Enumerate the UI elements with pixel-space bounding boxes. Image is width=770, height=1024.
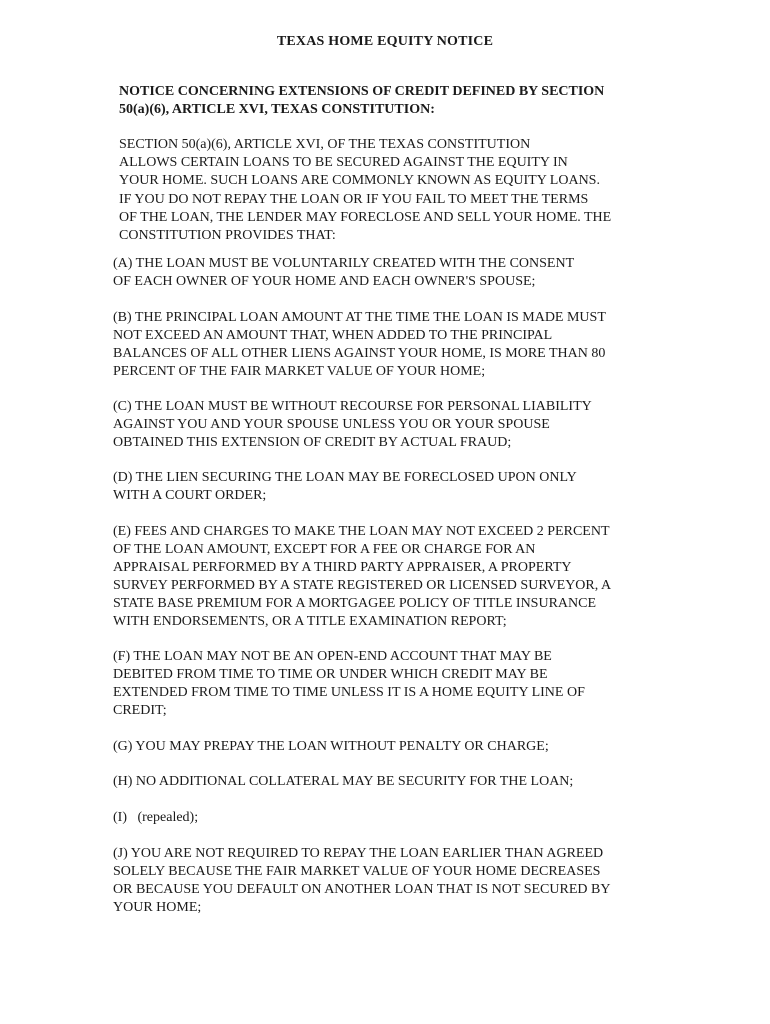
provision-line: (H) NO ADDITIONAL COLLATERAL MAY BE SECURITY FOR THE LOAN; (113, 774, 574, 789)
intro-line: YOUR HOME. SUCH LOANS ARE COMMONLY KNOWN AS EQUITY LOANS. (119, 173, 600, 189)
provision-line: EXTENDED FROM TIME TO TIME UNLESS IT IS A HOME EQUITY LINE OF (113, 685, 585, 700)
provision-line: SURVEY PERFORMED BY A STATE REGISTERED OR LICENSED SURVEYOR, A (113, 578, 612, 593)
intro-line: OF THE LOAN, THE LENDER MAY FORECLOSE AND SELL YOUR HOME. THE (119, 209, 612, 225)
provision-line: STATE BASE PREMIUM FOR A MORTGAGEE POLICY OF TITLE INSURANCE (113, 596, 597, 611)
provision-g (113, 738, 683, 756)
intro-paragraph (119, 136, 679, 245)
heading-line: NOTICE CONCERNING EXTENSIONS OF CREDIT DEFINED BY SECTION (119, 84, 605, 99)
intro-line: CONSTITUTION PROVIDES THAT: (119, 228, 336, 244)
provision-line: CREDIT; (113, 703, 167, 718)
provision-line: PERCENT OF THE FAIR MARKET VALUE OF YOUR HOME; (113, 364, 486, 379)
provision-line: OR BECAUSE YOU DEFAULT ON ANOTHER LOAN THAT IS NOT SECURED BY (113, 882, 611, 897)
provision-line: YOUR HOME; (113, 900, 202, 915)
provision-line: SOLELY BECAUSE THE FAIR MARKET VALUE OF YOUR HOME DECREASES (113, 864, 601, 879)
provision-line: (G) YOU MAY PREPAY THE LOAN WITHOUT PENALTY OR CHARGE; (113, 739, 549, 754)
provision-line: OF THE LOAN AMOUNT, EXCEPT FOR A FEE OR CHARGE FOR AN (113, 542, 536, 557)
provision-line: (B) THE PRINCIPAL LOAN AMOUNT AT THE TIME THE LOAN IS MADE MUST (113, 310, 606, 325)
provision-d (113, 469, 683, 505)
provision-a (113, 255, 683, 291)
heading-line: 50(a)(6), ARTICLE XVI, TEXAS CONSTITUTION: (119, 102, 435, 117)
provision-line: NOT EXCEED AN AMOUNT THAT, WHEN ADDED TO THE PRINCIPAL (113, 328, 553, 343)
provision-e (113, 523, 683, 631)
provision-line: (E) FEES AND CHARGES TO MAKE THE LOAN MAY NOT EXCEED 2 PERCENT (113, 524, 610, 539)
provision-line: AGAINST YOU AND YOUR SPOUSE UNLESS YOU OR YOUR SPOUSE (113, 417, 550, 432)
intro-line: SECTION 50(a)(6), ARTICLE XVI, OF THE TEXAS CONSTITUTION (119, 137, 531, 152)
provision-line: WITH A COURT ORDER; (113, 488, 267, 503)
provision-line: (D) THE LIEN SECURING THE LOAN MAY BE FORECLOSED UPON ONLY (113, 470, 577, 485)
provision-j (113, 845, 683, 917)
provision-i (113, 809, 683, 827)
provision-line: DEBITED FROM TIME TO TIME OR UNDER WHICH CREDIT MAY BE (113, 667, 548, 682)
provision-line: (A) THE LOAN MUST BE VOLUNTARILY CREATED WITH THE CONSENT (113, 256, 575, 271)
document-title: TEXAS HOME EQUITY NOTICE (276, 34, 494, 49)
provision-line: (F) THE LOAN MAY NOT BE AN OPEN-END ACCOUNT THAT MAY BE (113, 649, 552, 664)
provision-line: OF EACH OWNER OF YOUR HOME AND EACH OWNER'S SPOUSE; (113, 274, 536, 289)
provision-h (113, 773, 683, 791)
provision-b (113, 309, 683, 381)
provision-line: OBTAINED THIS EXTENSION OF CREDIT BY ACTUAL FRAUD; (113, 435, 512, 450)
notice-heading (119, 83, 679, 119)
provision-f (113, 648, 683, 720)
provision-line: (J) YOU ARE NOT REQUIRED TO REPAY THE LOAN EARLIER THAN AGREED (113, 846, 604, 861)
provision-line: (C) THE LOAN MUST BE WITHOUT RECOURSE FOR PERSONAL LIABILITY (113, 399, 592, 414)
provision-line: BALANCES OF ALL OTHER LIENS AGAINST YOUR HOME, IS MORE THAN 80 (113, 346, 606, 361)
intro-line: IF YOU DO NOT REPAY THE LOAN OR IF YOU FAIL TO MEET THE TERMS (119, 191, 589, 207)
provision-c (113, 398, 683, 452)
provision-line: (I) (repealed); (113, 810, 199, 825)
intro-line: ALLOWS CERTAIN LOANS TO BE SECURED AGAINST THE EQUITY IN (119, 155, 568, 171)
provision-line: APPRAISAL PERFORMED BY A THIRD PARTY APPRAISER, A PROPERTY (113, 560, 572, 575)
provision-line: WITH ENDORSEMENTS, OR A TITLE EXAMINATION REPORT; (113, 614, 507, 629)
